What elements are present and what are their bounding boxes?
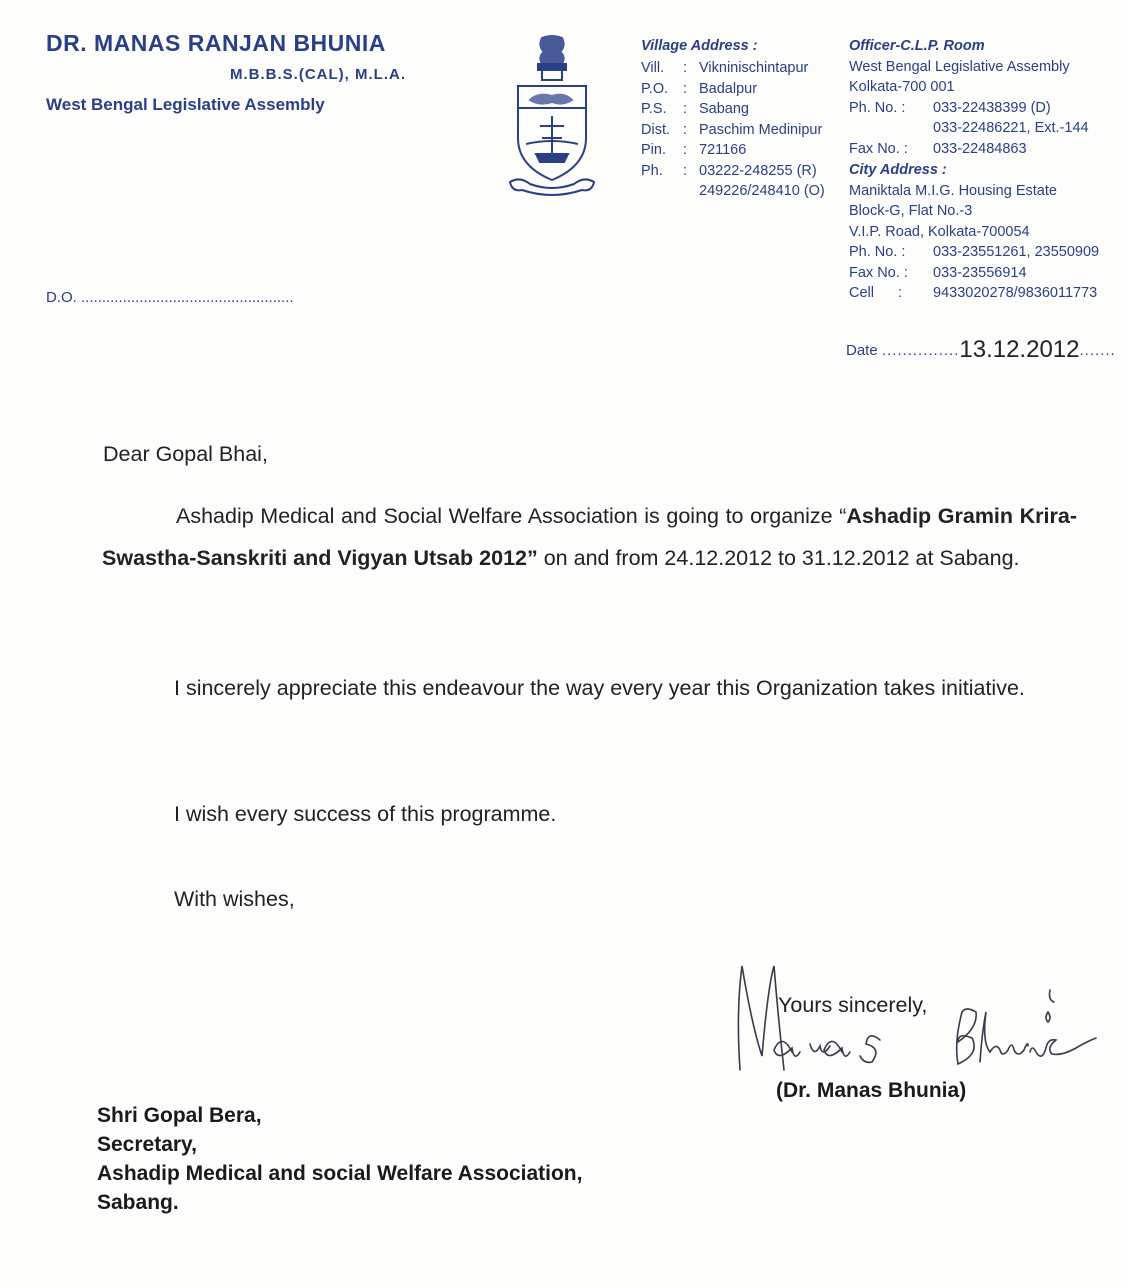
salutation: Dear Gopal Bhai, (103, 442, 268, 466)
do-number-line: D.O. ................................................... (46, 289, 294, 306)
office-address-title: Officer-C.L.P. Room (849, 38, 985, 54)
date-line: Date ...............13.12.2012....... (846, 336, 1116, 363)
closing: Yours sincerely, (778, 993, 928, 1017)
paragraph-1: Ashadip Medical and Social Welfare Association is going to organize “Ashadip Gramin Krira-Swastha-Sanskriti and Vigyan Utsab 2012” on and from 24.12.2012 to 31.12.2012 at Sabang. (102, 504, 1077, 570)
letterhead-name: DR. MANAS RANJAN BHUNIA (46, 30, 386, 56)
city-address-line: Block-G, Flat No.-3 (849, 203, 973, 219)
city-phone-label: Ph. No. : (849, 244, 906, 260)
office-address-block (849, 36, 1099, 304)
signatory-name: (Dr. Manas Bhunia) (776, 1079, 967, 1102)
office-phone: 033-22486221, Ext.-144 (933, 120, 1089, 136)
village-row: 249226/248410 (O) (699, 183, 825, 199)
office-fax-label: Fax No. : (849, 140, 908, 157)
city-cell-label: Cell : (849, 285, 903, 301)
date-value: 13.12.2012 (959, 336, 1080, 363)
village-row: P.S. : Sabang (641, 101, 749, 117)
city-address-line: V.I.P. Road, Kolkata-700054 (849, 223, 1030, 240)
city-fax: 033-23556914 (933, 264, 1027, 281)
village-address-table (641, 58, 825, 202)
office-address-line: Kolkata-700 001 (849, 79, 955, 95)
city-address-line: Maniktala M.I.G. Housing Estate (849, 182, 1057, 199)
village-row: Vill. : Vikninischintapur (641, 60, 809, 76)
letterhead-degrees: M.B.B.S.(CAL), M.L.A. (230, 66, 406, 83)
letterhead-assembly: West Bengal Legislative Assembly (46, 95, 325, 114)
office-contact-table (849, 98, 1089, 160)
city-fax-label: Fax No. : (849, 264, 908, 281)
village-row: P.O. : Badalpur (641, 80, 758, 97)
city-cell: 9433020278/9836011773 (933, 285, 1098, 301)
paragraph-2: I sincerely appreciate this endeavour the way every year this Organization takes initiative. (174, 676, 1025, 700)
closing-wishes: With wishes, (174, 887, 295, 911)
date-label: Date (846, 342, 878, 359)
village-row: Ph. : 03222-248255 (R) (641, 162, 817, 179)
office-fax: 033-22484863 (933, 140, 1027, 157)
signature-image (730, 960, 1110, 1080)
recipient-org: Ashadip Medical and social Welfare Association, (97, 1162, 583, 1185)
emblem-icon (506, 34, 598, 202)
village-row: Dist. : Paschim Medinipur (641, 121, 823, 138)
office-phone-label: Ph. No. : (849, 99, 906, 116)
event-name: Ashadip Gramin Krira-Swastha-Sanskriti and Vigyan Utsab 2012” (102, 504, 1077, 570)
village-address-title: Village Address : (641, 38, 758, 54)
recipient-place: Sabang. (97, 1191, 179, 1214)
paragraph-3: I wish every success of this programme. (174, 802, 557, 826)
recipient-title: Secretary, (97, 1133, 198, 1156)
city-contact-table (849, 242, 1099, 304)
city-address-title: City Address : (849, 162, 947, 178)
village-row: Pin. : 721166 (641, 142, 747, 158)
office-address-line: West Bengal Legislative Assembly (849, 58, 1070, 75)
city-phone: 033-23551261, 23550909 (933, 244, 1100, 260)
office-phone: 033-22438399 (D) (933, 99, 1051, 116)
recipient-name: Shri Gopal Bera, (97, 1104, 262, 1127)
